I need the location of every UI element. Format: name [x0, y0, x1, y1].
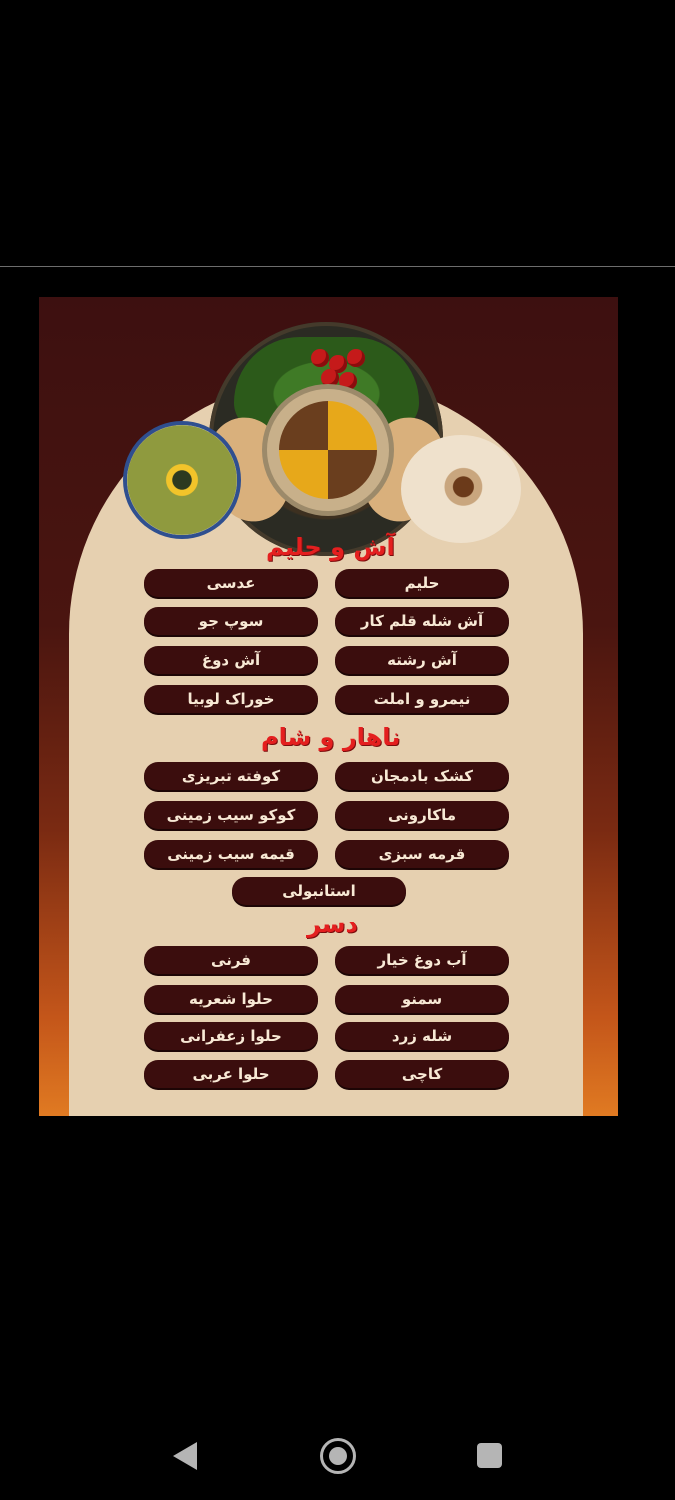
menu-item: کاچی [335, 1060, 509, 1088]
menu-item: حلوا عربی [144, 1060, 318, 1088]
halim-bowl-photo [401, 435, 521, 543]
section-title-dessert: دسر [307, 910, 358, 938]
menu-item: کشک بادمجان [335, 762, 509, 790]
radish-photo [347, 349, 365, 367]
back-icon[interactable] [173, 1442, 197, 1470]
recent-apps-icon[interactable] [477, 1443, 502, 1468]
menu-item: قرمه سبزی [335, 840, 509, 868]
menu-item: حلیم [335, 569, 509, 597]
menu-item: حلوا زعفرانی [144, 1022, 318, 1050]
menu-item: عدسی [144, 569, 318, 597]
menu-item: ماکارونی [335, 801, 509, 829]
ash-bowl-photo [127, 425, 237, 535]
radish-photo [321, 369, 339, 387]
menu-item: کوفته تبریزی [144, 762, 318, 790]
menu-item: آب دوغ خیار [335, 946, 509, 974]
menu-item: قیمه سیب زمینی [144, 840, 318, 868]
status-divider [0, 266, 675, 267]
menu-item: سمنو [335, 985, 509, 1013]
menu-item: آش شله قلم کار [335, 607, 509, 635]
section-title-lunch-dinner: ناهار و شام [261, 723, 401, 751]
radish-photo [339, 372, 357, 390]
radish-photo [311, 349, 329, 367]
section-title-ash-halim: آش و حلیم [266, 533, 395, 561]
menu-item: خوراک لوبیا [144, 685, 318, 713]
menu-item: استانبولی [232, 877, 406, 905]
menu-poster-image [39, 297, 618, 1116]
menu-item: آش رشته [335, 646, 509, 674]
home-icon[interactable] [320, 1438, 356, 1474]
menu-item: کوکو سیب زمینی [144, 801, 318, 829]
rice-dish-photo [279, 401, 377, 499]
menu-item: فرنی [144, 946, 318, 974]
menu-item: حلوا شعریه [144, 985, 318, 1013]
menu-item: نیمرو و املت [335, 685, 509, 713]
menu-item: شله زرد [335, 1022, 509, 1050]
menu-item: سوپ جو [144, 607, 318, 635]
menu-item: آش دوغ [144, 646, 318, 674]
